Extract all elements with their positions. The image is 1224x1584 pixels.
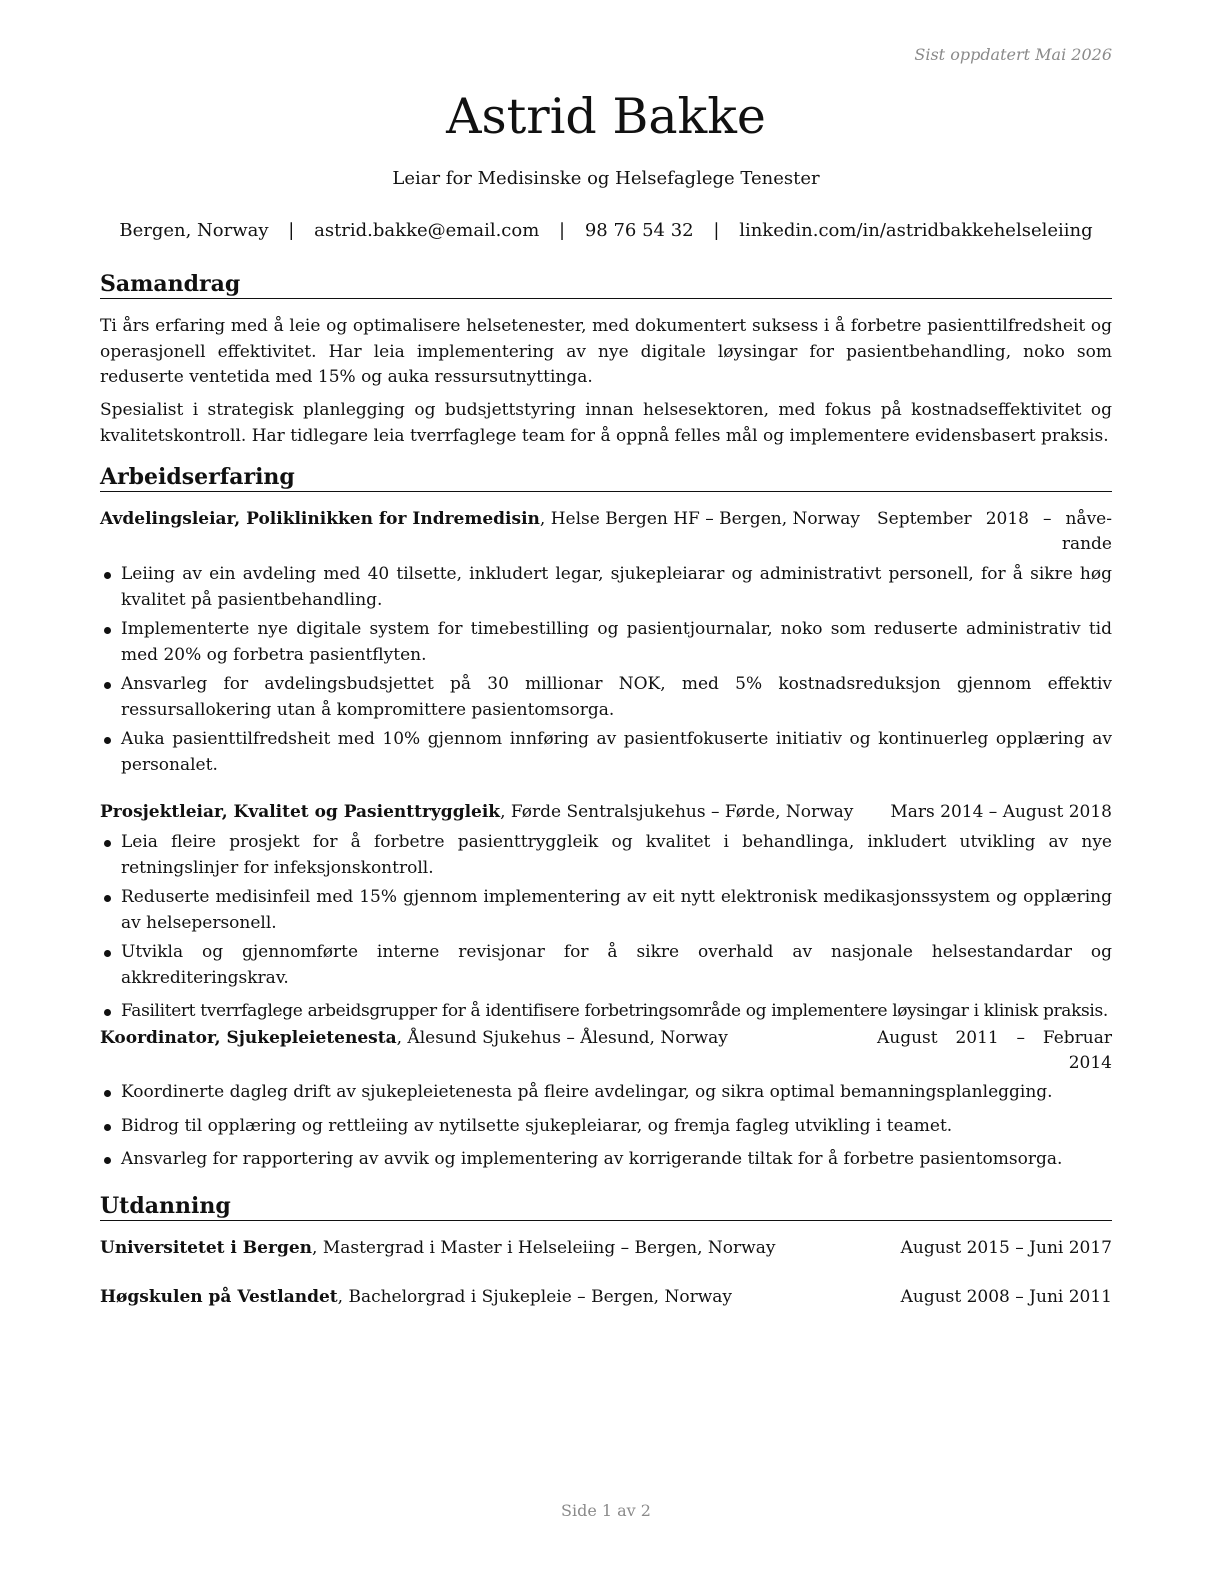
- list-item: Leia fleire prosjekt for å forbetre pasienttryggleik og kvalitet i behandlinga, inkludert utvikling av nye retningslinjer for infeksjonskontroll.: [100, 830, 1112, 881]
- list-item: Utvikla og gjennomførte interne revisjonar for å sikre overhald av nasjonale helsestandardar og akkrediteringskrav.: [100, 940, 1112, 991]
- page-number: Side 1 av 2: [561, 1501, 651, 1520]
- list-item: Leiing av ein avdeling med 40 tilsette, inkludert legar, sjukepleiarar og administrativt personell, for å sikre høg kvalitet på pasientbehandling.: [100, 562, 1112, 613]
- candidate-title: Leiar for Medisinske og Helsefaglege Tenester: [392, 168, 820, 189]
- job-title: Avdelingsleiar, Poliklinikken for Indremedisin: [100, 509, 540, 529]
- education-entry: [100, 1236, 1112, 1261]
- education-entry: [100, 1285, 1112, 1310]
- degree: , Bachelorgrad i Sjukepleie – Bergen, Norway: [337, 1287, 732, 1307]
- job-title: Koordinator, Sjukepleietenesta: [100, 1028, 397, 1048]
- job-employer: , Ålesund Sjukehus – Ålesund, Norway: [396, 1028, 728, 1048]
- contact-email[interactable]: astrid.bakke@email.com: [314, 220, 540, 241]
- list-item: Implementerte nye digitale system for timebestilling og pasientjournalar, noko som reduserte administrativ tid med 20% og forbetra pasientflyten.: [100, 617, 1112, 668]
- contact-line: [100, 219, 1112, 243]
- job-bullets: [100, 1080, 1112, 1173]
- contact-phone: 98 76 54 32: [584, 220, 694, 241]
- education-title-line: [100, 1236, 775, 1261]
- candidate-name: Astrid Bakke: [446, 88, 766, 145]
- job-header: [100, 1026, 1112, 1076]
- job-title-line: [100, 1026, 728, 1051]
- summary-paragraph: Spesialist i strategisk planlegging og budsjettstyring innan helsesektoren, med fokus på kostnadseffektivitet og kvalitetskontroll. Har tidlegare leia tverrfaglege team for å oppnå felles mål og implementere evidensbasert praksis.: [100, 400, 1112, 446]
- job-title: Prosjektleiar, Kvalitet og Pasienttryggleik: [100, 802, 501, 822]
- section-heading-summary: Samandrag: [100, 270, 1112, 299]
- job-header: [100, 800, 1112, 825]
- job-bullets: [100, 562, 1112, 778]
- contact-location: Bergen, Norway: [119, 220, 269, 241]
- list-item: Ansvarleg for rapportering av avvik og implementering av korrigerande tiltak for å forbetre pasientomsorga.: [100, 1147, 1112, 1173]
- job-title-line: [100, 507, 860, 532]
- list-item: Fasilitert tverrfaglege arbeidsgrupper for å identifisere forbetringsområde og implementere løysingar i klinisk praksis.: [100, 999, 1112, 1025]
- job-header: [100, 507, 1112, 557]
- degree: , Mastergrad i Master i Helseleiing – Bergen, Norway: [312, 1238, 776, 1258]
- job-title-line: [100, 800, 853, 825]
- section-heading-experience: Arbeidserfaring: [100, 463, 1112, 492]
- section-heading-education: Utdanning: [100, 1192, 1112, 1221]
- job-dates: August 2011 – Februar 2014: [877, 1028, 1112, 1073]
- education-dates: August 2015 – Juni 2017: [900, 1238, 1112, 1258]
- last-updated: Sist oppdatert Mai 2026: [914, 45, 1112, 64]
- school-name: Høgskulen på Vestlandet: [100, 1287, 338, 1307]
- job-employer: , Helse Bergen HF – Bergen, Norway: [539, 509, 861, 529]
- list-item: Ansvarleg for avdelingsbudsjettet på 30 millionar NOK, med 5% kostnadsreduksjon gjennom effektiv ressursallokering utan å kompromittere pasientomsorga.: [100, 672, 1112, 723]
- contact-separator: |: [288, 220, 295, 241]
- education-dates: August 2008 – Juni 2011: [900, 1287, 1112, 1307]
- school-name: Universitetet i Bergen: [100, 1238, 313, 1258]
- list-item: Reduserte medisinfeil med 15% gjennom implementering av eit nytt elektronisk medikasjonssystem og opplæring av helsepersonell.: [100, 885, 1112, 936]
- list-item: Auka pasienttilfredsheit med 10% gjennom innføring av pasientfokuserte initiativ og kontinuerleg opplæring av personalet.: [100, 727, 1112, 778]
- list-item: Bidrog til opplæring og rettleiing av nytilsette sjukepleiarar, og fremja fagleg utvikling i teamet.: [100, 1114, 1112, 1140]
- education-title-line: [100, 1285, 732, 1310]
- summary-paragraph: Ti års erfaring med å leie og optimalisere helsetenester, med dokumentert suksess i å forbetre pasienttilfredsheit og operasjonell effektivitet. Har leia implementering av nye digitale løysingar for pasientbehandling, noko som reduserte ventetida med 15% og auka ressursutnyttinga.: [100, 316, 1112, 387]
- contact-separator: |: [559, 220, 566, 241]
- job-bullets: [100, 830, 1112, 1025]
- contact-separator: |: [713, 220, 720, 241]
- job-dates: Mars 2014 – August 2018: [890, 802, 1112, 822]
- resume-page: [100, 0, 1112, 1584]
- job-employer: , Førde Sentralsjukehus – Førde, Norway: [500, 802, 854, 822]
- job-dates: September 2018 – nåverande: [877, 509, 1112, 554]
- list-item: Koordinerte dagleg drift av sjukepleietenesta på fleire avdelingar, og sikra optimal bemanningsplanlegging.: [100, 1080, 1112, 1106]
- contact-linkedin[interactable]: linkedin.com/in/astridbakkehelseleiing: [739, 220, 1093, 241]
